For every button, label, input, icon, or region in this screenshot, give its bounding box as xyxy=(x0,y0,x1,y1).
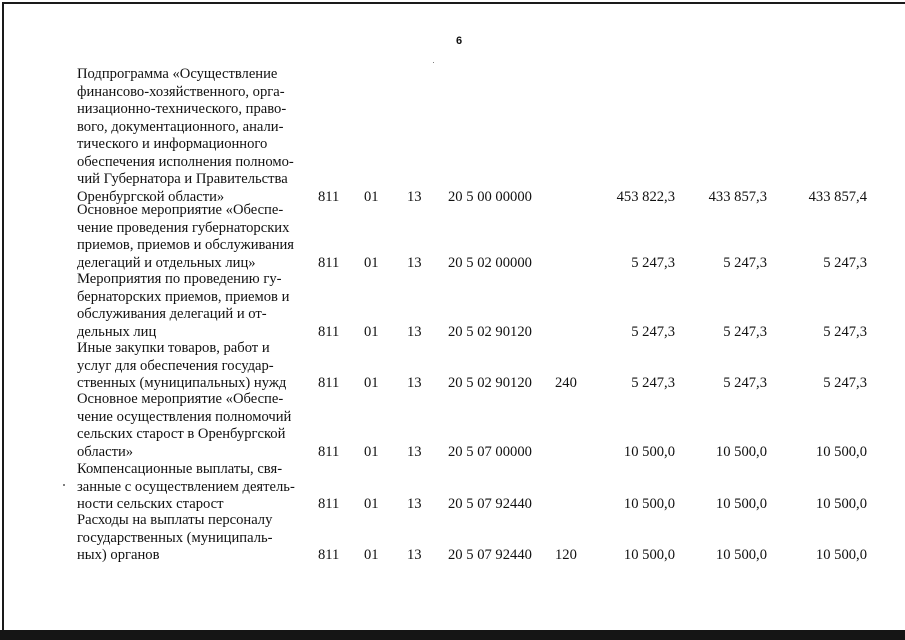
target-item-code: 20 5 07 92440 xyxy=(448,547,532,563)
amount-year-1: 10 500,0 xyxy=(623,443,675,460)
amount-year-1: 5 247,3 xyxy=(631,375,675,391)
description-line: услуг для обеспечения государ- xyxy=(77,357,274,374)
row-description xyxy=(77,512,317,565)
description-line: Основное мероприятие «Обеспе- xyxy=(77,391,284,407)
expense-type-code: 240 xyxy=(555,375,577,391)
row-description xyxy=(77,271,317,341)
target-item-code: 20 5 07 00000 xyxy=(448,443,532,460)
amount-year-2: 5 247,3 xyxy=(723,254,767,271)
amount-year-1: 10 500,0 xyxy=(623,547,675,563)
page-number: 6 xyxy=(456,35,463,47)
section-code: 01 xyxy=(364,188,379,205)
amount-year-3: 5 247,3 xyxy=(823,375,867,391)
target-item-code: 20 5 02 90120 xyxy=(448,323,532,340)
description-line: области» xyxy=(77,443,134,460)
description-line: Компенсационные выплаты, свя- xyxy=(77,461,283,477)
amount-year-3: 433 857,4 xyxy=(808,188,867,205)
subsection-code: 13 xyxy=(407,375,422,391)
amount-year-3: 5 247,3 xyxy=(823,254,867,271)
description-line: Мероприятия по проведению гу- xyxy=(77,271,282,287)
amount-year-2: 10 500,0 xyxy=(715,547,767,563)
section-code: 01 xyxy=(364,323,379,340)
subsection-code: 13 xyxy=(407,547,422,563)
description-line: Расходы на выплаты персоналу xyxy=(77,512,273,528)
description-line: низационно-технического, право- xyxy=(77,101,287,117)
description-line: вого, документационного, анали- xyxy=(77,118,284,135)
amount-year-3: 10 500,0 xyxy=(815,547,867,563)
description-line: чение осуществления полномочий xyxy=(77,408,292,425)
amount-year-1: 5 247,3 xyxy=(631,254,675,271)
description-line: Иные закупки товаров, работ и xyxy=(77,340,270,356)
description-line: дельных лиц xyxy=(77,323,157,340)
target-item-code: 20 5 02 90120 xyxy=(448,375,532,391)
section-code: 01 xyxy=(364,443,379,460)
row-description xyxy=(77,202,317,272)
grbs-code: 811 xyxy=(318,323,340,340)
subsection-code: 13 xyxy=(407,443,422,460)
description-line: обслуживания делегаций и от- xyxy=(77,306,267,322)
scan-bottom-edge xyxy=(0,630,905,640)
description-line: чий Губернатора и Правительства xyxy=(77,171,288,187)
amount-year-3: 10 500,0 xyxy=(815,496,867,512)
subsection-code: 13 xyxy=(407,323,422,340)
row-description xyxy=(77,461,317,514)
amount-year-2: 5 247,3 xyxy=(723,323,767,340)
amount-year-1: 453 822,3 xyxy=(616,188,675,205)
amount-year-2: 10 500,0 xyxy=(715,496,767,512)
description-line: Основное мероприятие «Обеспе- xyxy=(77,202,284,218)
description-line: обеспечения исполнения полномо- xyxy=(77,153,294,170)
description-line: занные с осуществлением деятель- xyxy=(77,478,295,495)
subsection-code: 13 xyxy=(407,496,422,512)
grbs-code: 811 xyxy=(318,496,340,512)
target-item-code: 20 5 07 92440 xyxy=(448,496,532,512)
target-item-code: 20 5 02 00000 xyxy=(448,254,532,271)
target-item-code: 20 5 00 00000 xyxy=(448,188,532,205)
scan-speck xyxy=(433,62,434,63)
grbs-code: 811 xyxy=(318,188,340,205)
description-line: государственных (муниципаль- xyxy=(77,529,273,546)
section-code: 01 xyxy=(364,375,379,391)
section-code: 01 xyxy=(364,547,379,563)
row-description xyxy=(77,66,317,206)
expense-type-code: 120 xyxy=(555,547,577,563)
subsection-code: 13 xyxy=(407,254,422,271)
amount-year-2: 433 857,3 xyxy=(708,188,767,205)
grbs-code: 811 xyxy=(318,547,340,563)
section-code: 01 xyxy=(364,496,379,512)
subsection-code: 13 xyxy=(407,188,422,205)
description-line: ности сельских старост xyxy=(77,496,224,512)
description-line: Оренбургской области» xyxy=(77,188,225,205)
amount-year-3: 5 247,3 xyxy=(823,323,867,340)
description-line: Подпрограмма «Осуществление xyxy=(77,66,278,82)
description-line: тического и информационного xyxy=(77,136,268,152)
amount-year-1: 5 247,3 xyxy=(631,323,675,340)
amount-year-2: 10 500,0 xyxy=(715,443,767,460)
description-line: бернаторских приемов, приемов и xyxy=(77,288,290,305)
description-line: делегаций и отдельных лиц» xyxy=(77,254,256,271)
amount-year-1: 10 500,0 xyxy=(623,496,675,512)
scan-speck xyxy=(63,484,65,486)
amount-year-3: 10 500,0 xyxy=(815,443,867,460)
description-line: сельских старост в Оренбургской xyxy=(77,426,286,442)
grbs-code: 811 xyxy=(318,375,340,391)
grbs-code: 811 xyxy=(318,443,340,460)
description-line: чение проведения губернаторских xyxy=(77,219,290,236)
grbs-code: 811 xyxy=(318,254,340,271)
description-line: финансово-хозяйственного, орга- xyxy=(77,83,285,100)
amount-year-2: 5 247,3 xyxy=(723,375,767,391)
description-line: ных) органов xyxy=(77,547,160,563)
row-description xyxy=(77,391,317,461)
row-description xyxy=(77,340,317,393)
description-line: приемов, приемов и обслуживания xyxy=(77,237,295,253)
description-line: ственных (муниципальных) нужд xyxy=(77,375,287,391)
section-code: 01 xyxy=(364,254,379,271)
